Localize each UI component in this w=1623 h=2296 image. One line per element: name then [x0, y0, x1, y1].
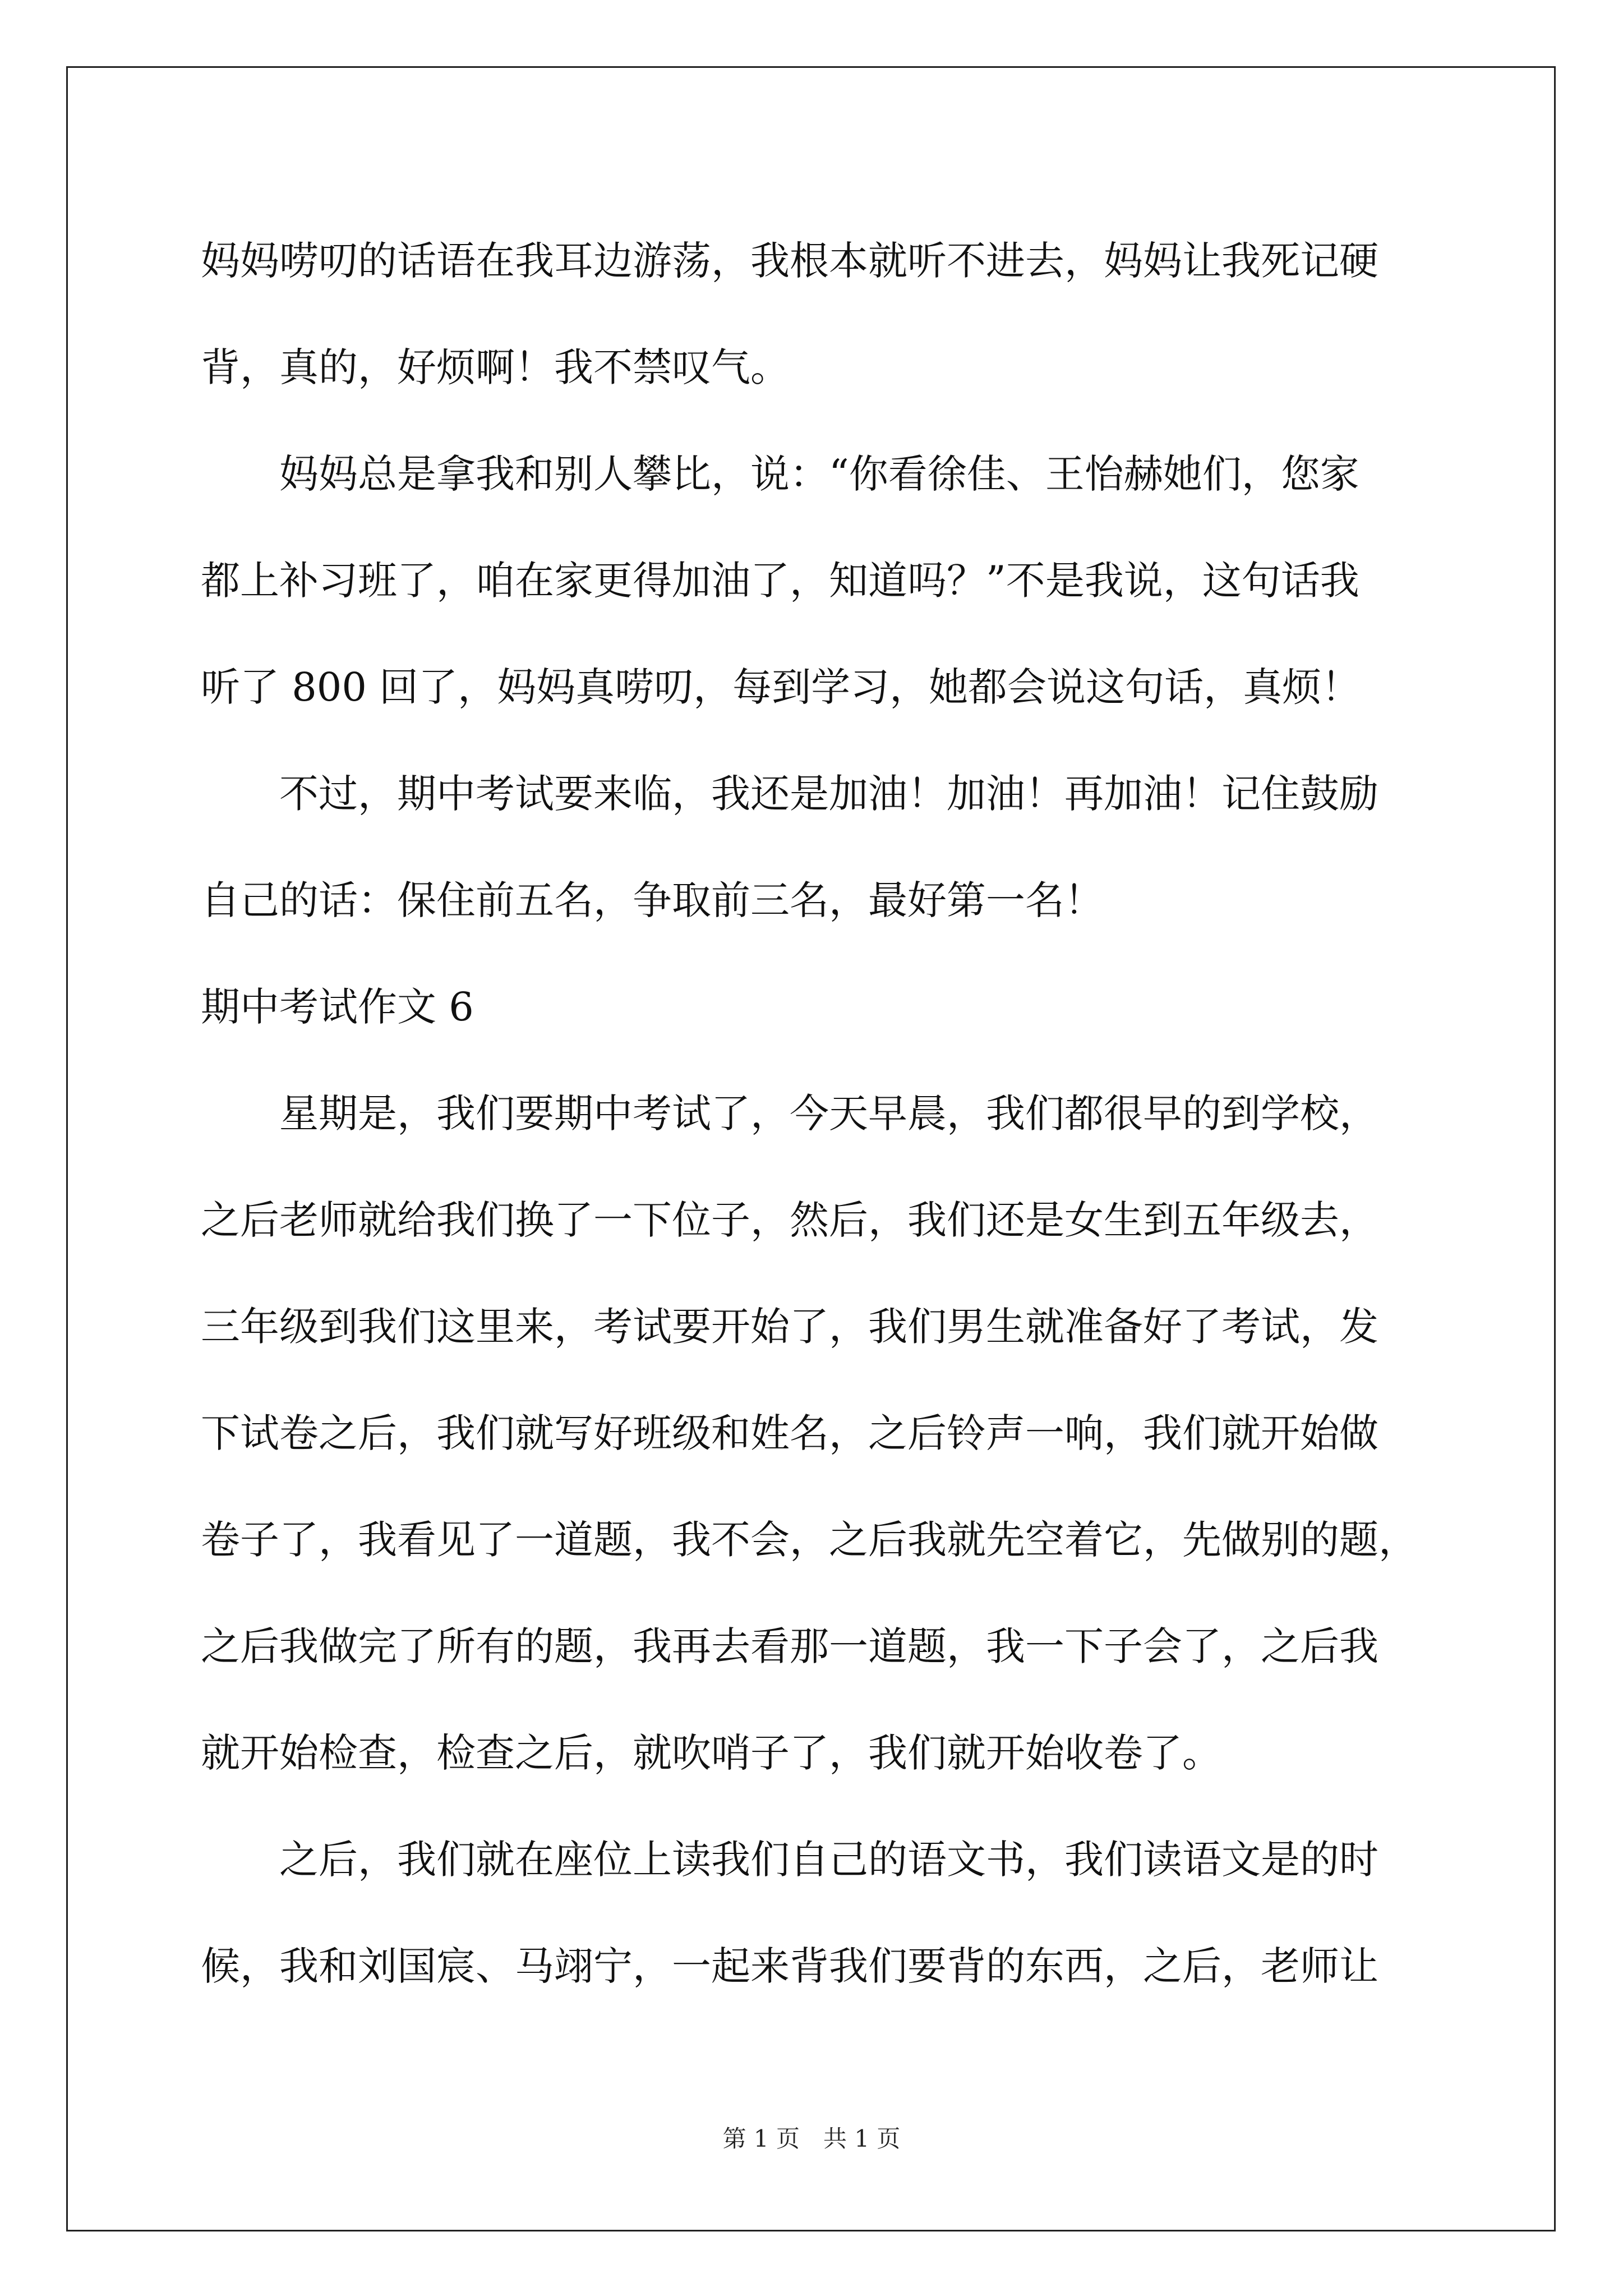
text-line: 就开始检查，检查之后，就吹哨子了，我们就开始收卷了。 [201, 1730, 1221, 1776]
text-line: 背，真的，好烦啊！我不禁叹气。 [201, 344, 790, 390]
document-body [201, 208, 1463, 2019]
text-line: 都上补习班了，咱在家更得加油了，知道吗？”不是我说，这句话我 [201, 558, 1359, 604]
text-line: 之后老师就给我们换了一下位子，然后，我们还是女生到五年级去， [201, 1197, 1378, 1243]
text-line: 三年级到我们这里来，考试要开始了，我们男生就准备好了考试，发 [201, 1304, 1378, 1350]
text-line: 妈妈唠叨的话语在我耳边游荡，我根本就听不进去，妈妈让我死记硬 [201, 238, 1378, 284]
page-footer: 第 1 页 共 1 页 [722, 2125, 901, 2152]
text-line: 星期是，我们要期中考试了，今天早晨，我们都很早的到学校， [201, 1091, 1378, 1137]
text-line: 不过，期中考试要来临，我还是加油！加油！再加油！记住鼓励 [201, 771, 1378, 817]
text-line: 之后我做完了所有的题，我再去看那一道题，我一下子会了，之后我 [201, 1623, 1378, 1669]
text-line: 自己的话：保住前五名，争取前三名，最好第一名！ [201, 877, 1104, 923]
text-line: 下试卷之后，我们就写好班级和姓名，之后铃声一响，我们就开始做 [201, 1410, 1378, 1456]
text-line: 候，我和刘国宸、马翊宁，一起来背我们要背的东西，之后，老师让 [201, 1943, 1378, 1989]
text-line: 听了 800 回了，妈妈真唠叨，每到学习，她都会说这句话，真烦！ [201, 664, 1361, 710]
text-line: 妈妈总是拿我和别人攀比，说：“你看徐佳、王怡赫她们，您家 [201, 451, 1359, 497]
section-heading: 期中考试作文 6 [201, 984, 474, 1030]
text-line: 之后，我们就在座位上读我们自己的语文书，我们读语文是的时 [201, 1837, 1378, 1883]
text-line: 卷子了，我看见了一道题，我不会，之后我就先空着它，先做别的题， [201, 1517, 1418, 1563]
